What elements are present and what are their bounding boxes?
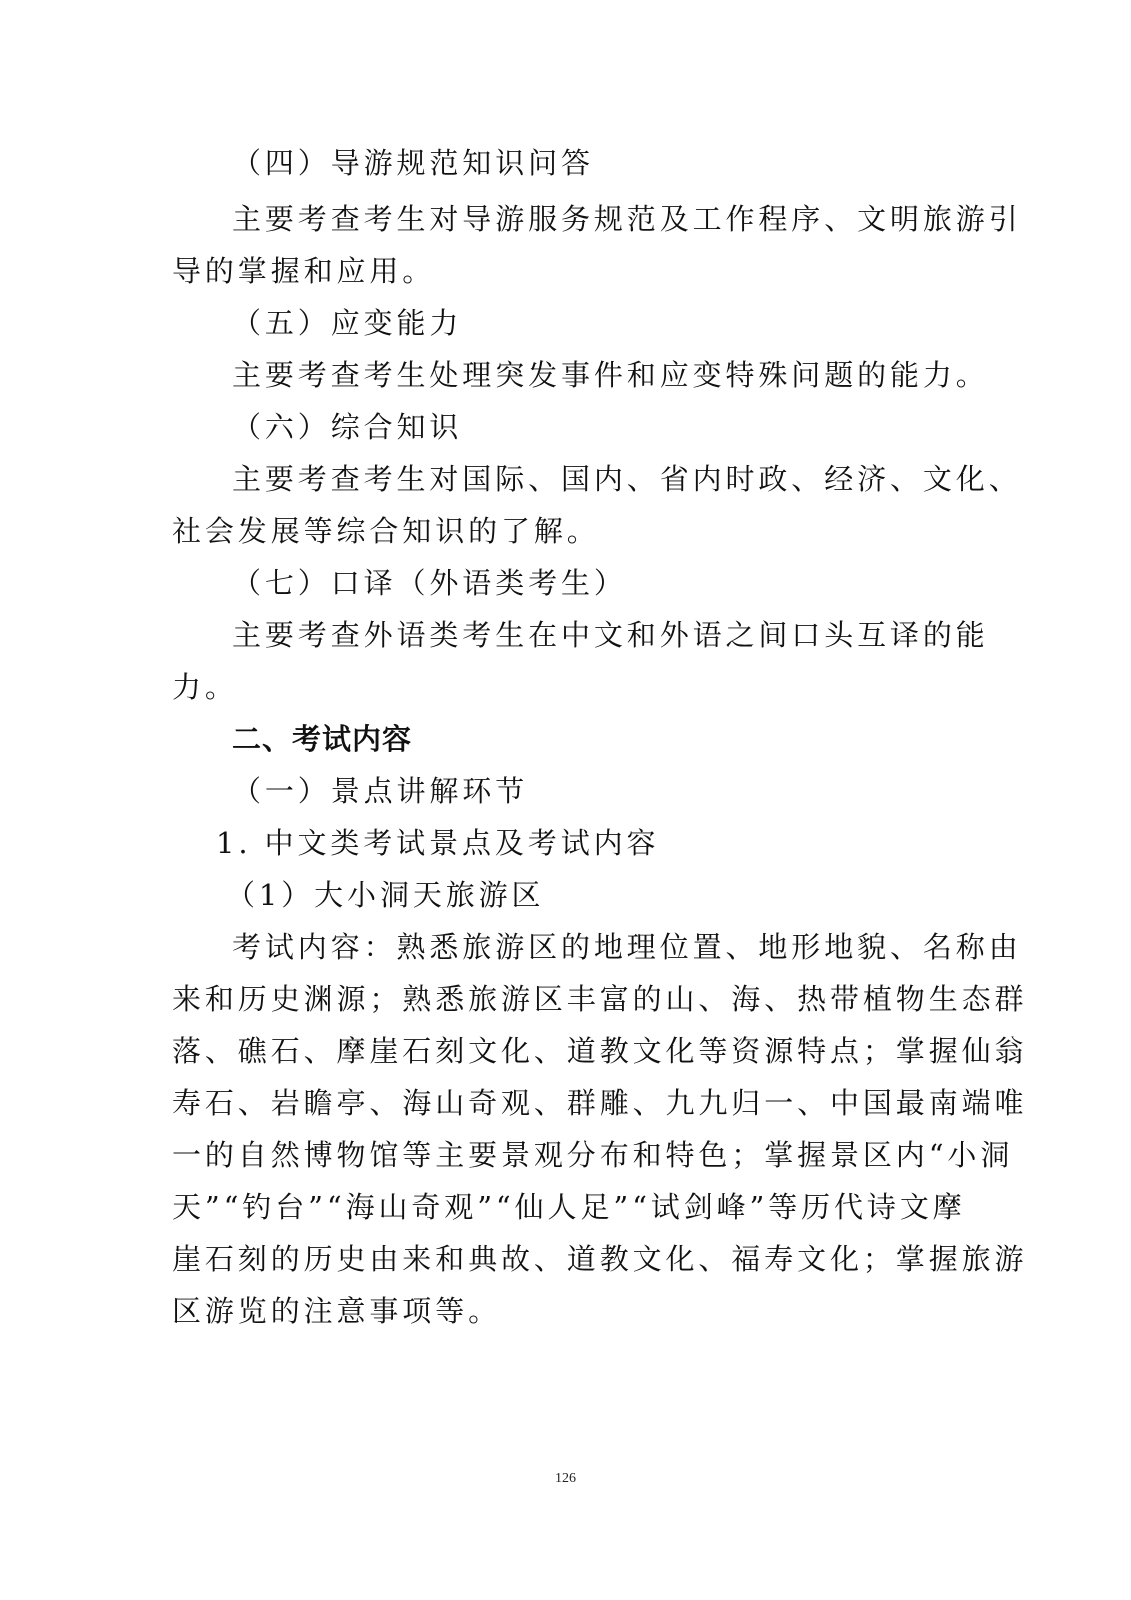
paragraph-line: 来和历史渊源；熟悉旅游区丰富的山、海、热带植物生态群 — [172, 982, 1028, 1016]
paragraph-line: 力。 — [172, 670, 238, 704]
paragraph-line: 主要考查外语类考生在中文和外语之间口头互译的能 — [232, 618, 989, 652]
section-heading-6: （六）综合知识 — [232, 410, 463, 444]
paragraph-line: 导的掌握和应用。 — [172, 254, 436, 288]
paragraph-line: 主要考查考生对国际、国内、省内时政、经济、文化、 — [232, 462, 1022, 496]
paragraph-line: 天”“钓台”“海山奇观”“仙人足”“试剑峰”等历代诗文摩 — [172, 1190, 966, 1224]
page-number: 126 — [555, 1471, 576, 1486]
paragraph-line: 主要考查考生处理突发事件和应变特殊问题的能力。 — [232, 358, 989, 392]
paragraph-line: 一的自然博物馆等主要景观分布和特色；掌握景区内“小洞 — [172, 1138, 1014, 1172]
section-heading-1: （一）景点讲解环节 — [232, 774, 529, 808]
subsection-heading: 1. 中文类考试景点及考试内容 — [216, 826, 660, 860]
chapter-heading: 二、考试内容 — [232, 722, 413, 756]
paragraph-line: 崖石刻的历史由来和典故、道教文化、福寿文化；掌握旅游 — [172, 1242, 1028, 1276]
paragraph-line: 落、礁石、摩崖石刻文化、道教文化等资源特点；掌握仙翁 — [172, 1034, 1028, 1068]
section-heading-5: （五）应变能力 — [232, 306, 463, 340]
paragraph-line: 社会发展等综合知识的了解。 — [172, 514, 600, 548]
paragraph-line: 寿石、岩瞻亭、海山奇观、群雕、九九归一、中国最南端唯 — [172, 1086, 1028, 1120]
paragraph-line: 区游览的注意事项等。 — [172, 1294, 502, 1328]
item-heading: （1）大小洞天旅游区 — [226, 878, 545, 912]
paragraph-line: 主要考查考生对导游服务规范及工作程序、文明旅游引 — [232, 202, 1022, 236]
section-heading-7: （七）口译（外语类考生） — [232, 566, 627, 600]
paragraph-line: 考试内容：熟悉旅游区的地理位置、地形地貌、名称由 — [232, 930, 1022, 964]
section-heading-4: （四）导游规范知识问答 — [232, 146, 594, 180]
